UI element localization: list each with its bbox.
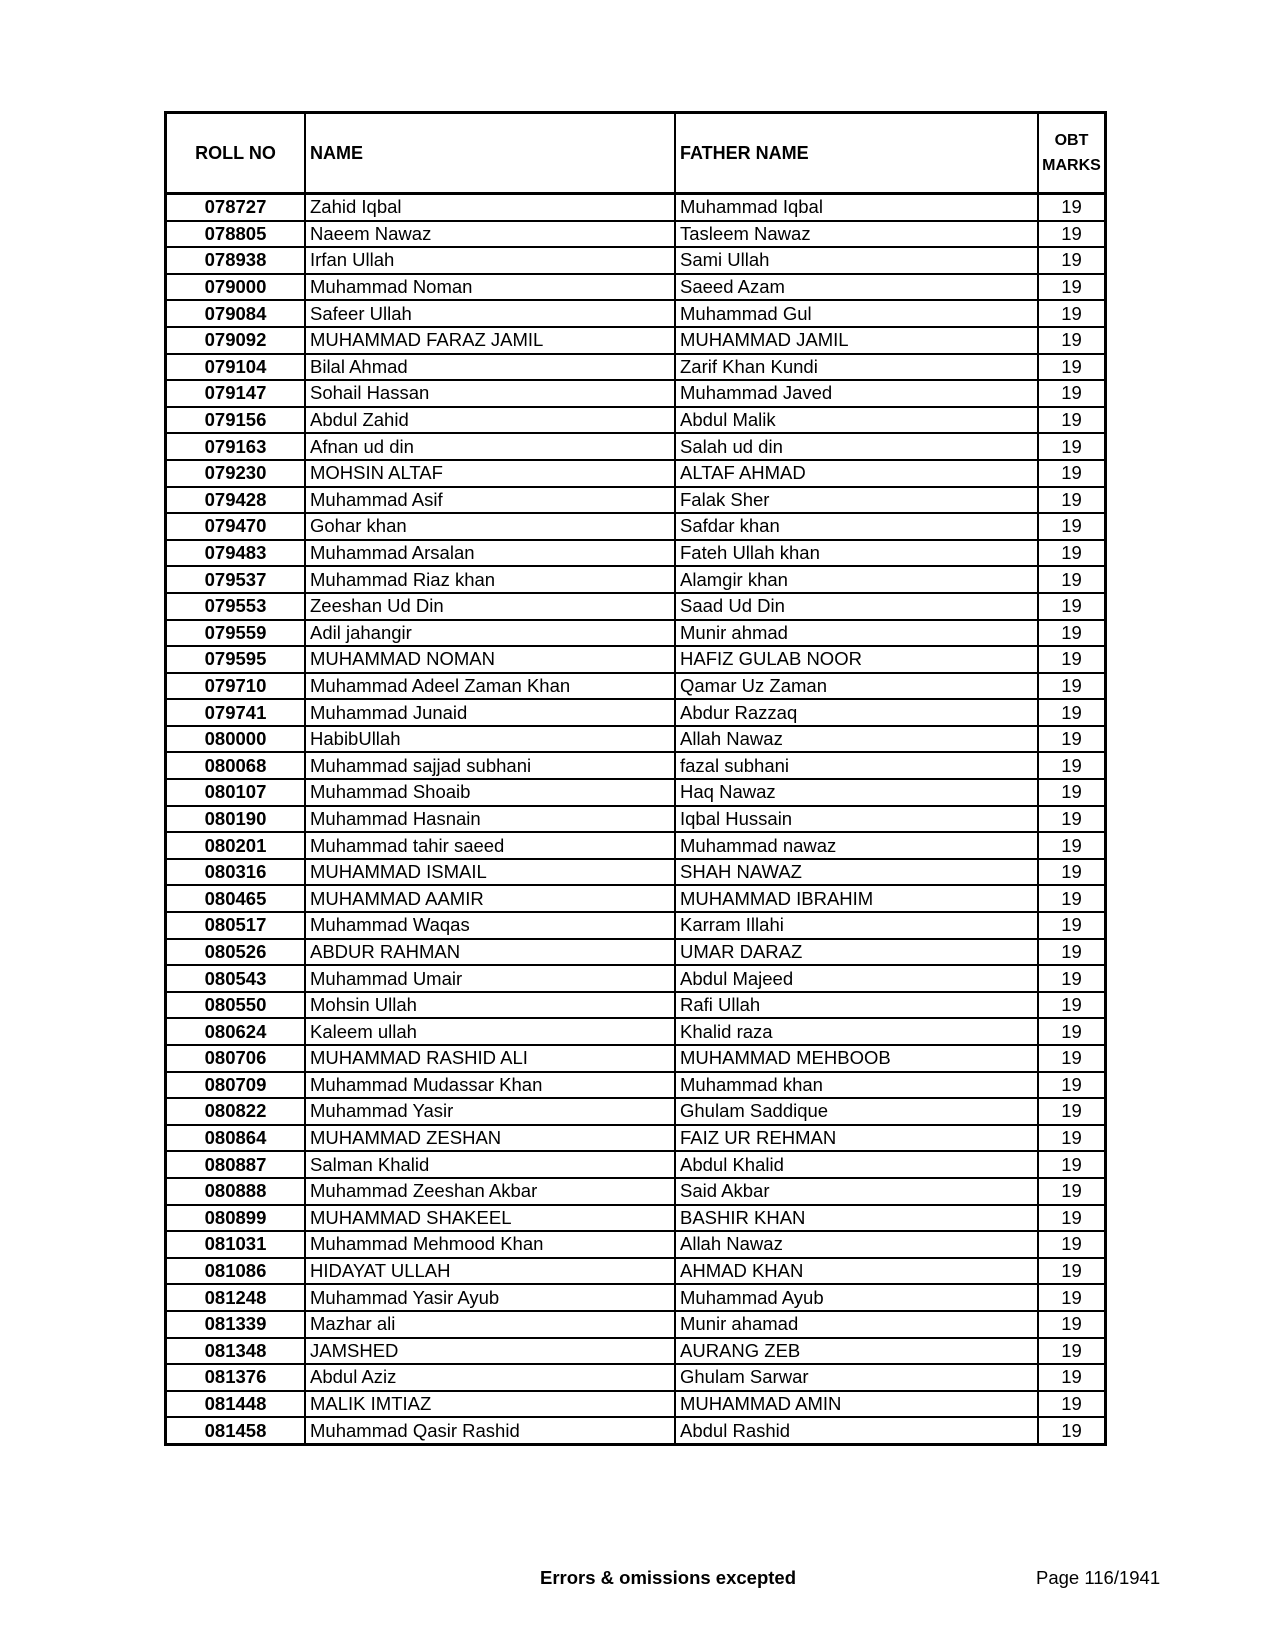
- cell-father-name: Allah Nawaz: [675, 726, 1038, 753]
- cell-name: Muhammad Umair: [305, 965, 675, 992]
- cell-roll-no: 081086: [167, 1258, 305, 1285]
- cell-obt-marks: 19: [1038, 726, 1104, 753]
- cell-obt-marks: 19: [1038, 1417, 1104, 1443]
- cell-obt-marks: 19: [1038, 433, 1104, 460]
- table-row: [167, 1258, 1104, 1285]
- cell-obt-marks: 19: [1038, 1098, 1104, 1125]
- table-row: [167, 1364, 1104, 1391]
- cell-name: Muhammad Junaid: [305, 699, 675, 726]
- cell-father-name: AHMAD KHAN: [675, 1258, 1038, 1285]
- cell-name: Mohsin Ullah: [305, 992, 675, 1019]
- table-row: [167, 433, 1104, 460]
- cell-name: Muhammad Riaz khan: [305, 566, 675, 593]
- cell-roll-no: 080107: [167, 779, 305, 806]
- cell-name: Muhammad Qasir Rashid: [305, 1417, 675, 1443]
- cell-father-name: Said Akbar: [675, 1178, 1038, 1205]
- cell-name: Muhammad Adeel Zaman Khan: [305, 673, 675, 700]
- cell-roll-no: 079595: [167, 646, 305, 673]
- cell-father-name: SHAH NAWAZ: [675, 859, 1038, 886]
- cell-obt-marks: 19: [1038, 221, 1104, 248]
- cell-name: Salman Khalid: [305, 1151, 675, 1178]
- cell-roll-no: 081339: [167, 1311, 305, 1338]
- cell-father-name: Zarif Khan Kundi: [675, 354, 1038, 381]
- cell-roll-no: 081448: [167, 1391, 305, 1418]
- table-row: [167, 380, 1104, 407]
- table-row: [167, 752, 1104, 779]
- cell-obt-marks: 19: [1038, 487, 1104, 514]
- cell-name: MUHAMMAD AAMIR: [305, 885, 675, 912]
- cell-roll-no: 079000: [167, 274, 305, 301]
- table-row: [167, 1417, 1104, 1443]
- cell-father-name: Muhammad Javed: [675, 380, 1038, 407]
- cell-roll-no: 079710: [167, 673, 305, 700]
- cell-name: Muhammad sajjad subhani: [305, 752, 675, 779]
- cell-roll-no: 080543: [167, 965, 305, 992]
- table-row: [167, 540, 1104, 567]
- table-body: [167, 194, 1104, 1443]
- cell-father-name: Ghulam Saddique: [675, 1098, 1038, 1125]
- cell-name: HIDAYAT ULLAH: [305, 1258, 675, 1285]
- cell-name: Abdul Aziz: [305, 1364, 675, 1391]
- table-row: [167, 806, 1104, 833]
- cell-obt-marks: 19: [1038, 540, 1104, 567]
- table-row: [167, 1125, 1104, 1152]
- cell-name: Muhammad tahir saeed: [305, 832, 675, 859]
- cell-name: Muhammad Mudassar Khan: [305, 1072, 675, 1099]
- cell-obt-marks: 19: [1038, 673, 1104, 700]
- cell-father-name: Haq Nawaz: [675, 779, 1038, 806]
- cell-father-name: Munir ahmad: [675, 620, 1038, 647]
- table-row: [167, 726, 1104, 753]
- cell-name: Sohail Hassan: [305, 380, 675, 407]
- cell-name: Muhammad Noman: [305, 274, 675, 301]
- table-row: [167, 1231, 1104, 1258]
- table-row: [167, 1391, 1104, 1418]
- table-row: [167, 1311, 1104, 1338]
- cell-roll-no: 079092: [167, 327, 305, 354]
- cell-name: Gohar khan: [305, 513, 675, 540]
- cell-father-name: Abdur Razzaq: [675, 699, 1038, 726]
- cell-name: Muhammad Zeeshan Akbar: [305, 1178, 675, 1205]
- cell-obt-marks: 19: [1038, 1338, 1104, 1365]
- cell-roll-no: 080190: [167, 806, 305, 833]
- cell-name: MOHSIN ALTAF: [305, 460, 675, 487]
- table-row: [167, 1178, 1104, 1205]
- cell-roll-no: 080709: [167, 1072, 305, 1099]
- table-row: [167, 965, 1104, 992]
- cell-father-name: Saeed Azam: [675, 274, 1038, 301]
- cell-father-name: BASHIR KHAN: [675, 1205, 1038, 1232]
- cell-father-name: Muhammad nawaz: [675, 832, 1038, 859]
- table-row: [167, 1338, 1104, 1365]
- cell-name: MUHAMMAD NOMAN: [305, 646, 675, 673]
- cell-name: Muhammad Waqas: [305, 912, 675, 939]
- cell-name: Afnan ud din: [305, 433, 675, 460]
- cell-roll-no: 080887: [167, 1151, 305, 1178]
- cell-obt-marks: 19: [1038, 1205, 1104, 1232]
- header-obt-marks-line1: OBT: [1054, 132, 1089, 149]
- cell-father-name: Sami Ullah: [675, 247, 1038, 274]
- table-row: [167, 327, 1104, 354]
- cell-obt-marks: 19: [1038, 699, 1104, 726]
- cell-roll-no: 078727: [167, 194, 305, 221]
- cell-roll-no: 080068: [167, 752, 305, 779]
- cell-father-name: AURANG ZEB: [675, 1338, 1038, 1365]
- cell-father-name: Ghulam Sarwar: [675, 1364, 1038, 1391]
- cell-roll-no: 080000: [167, 726, 305, 753]
- cell-obt-marks: 19: [1038, 460, 1104, 487]
- cell-name: Muhammad Mehmood Khan: [305, 1231, 675, 1258]
- cell-roll-no: 080822: [167, 1098, 305, 1125]
- cell-obt-marks: 19: [1038, 354, 1104, 381]
- cell-obt-marks: 19: [1038, 300, 1104, 327]
- cell-father-name: Khalid raza: [675, 1018, 1038, 1045]
- header-obt-marks-line2: MARKS: [1042, 157, 1101, 174]
- table-row: [167, 620, 1104, 647]
- cell-father-name: Munir ahamad: [675, 1311, 1038, 1338]
- cell-father-name: Allah Nawaz: [675, 1231, 1038, 1258]
- header-roll-no: ROLL NO: [167, 114, 305, 194]
- cell-father-name: MUHAMMAD AMIN: [675, 1391, 1038, 1418]
- cell-obt-marks: 19: [1038, 1178, 1104, 1205]
- cell-name: ABDUR RAHMAN: [305, 939, 675, 966]
- table-row: [167, 354, 1104, 381]
- table-row: [167, 673, 1104, 700]
- cell-obt-marks: 19: [1038, 1231, 1104, 1258]
- cell-obt-marks: 19: [1038, 247, 1104, 274]
- cell-roll-no: 079483: [167, 540, 305, 567]
- table-row: [167, 300, 1104, 327]
- cell-name: MUHAMMAD FARAZ JAMIL: [305, 327, 675, 354]
- cell-roll-no: 079084: [167, 300, 305, 327]
- cell-roll-no: 079537: [167, 566, 305, 593]
- cell-name: HabibUllah: [305, 726, 675, 753]
- cell-roll-no: 080864: [167, 1125, 305, 1152]
- cell-obt-marks: 19: [1038, 1018, 1104, 1045]
- cell-roll-no: 080899: [167, 1205, 305, 1232]
- table-row: [167, 593, 1104, 620]
- table-row: [167, 1205, 1104, 1232]
- cell-father-name: Muhammad khan: [675, 1072, 1038, 1099]
- cell-name: MUHAMMAD SHAKEEL: [305, 1205, 675, 1232]
- cell-obt-marks: 19: [1038, 965, 1104, 992]
- cell-father-name: MUHAMMAD JAMIL: [675, 327, 1038, 354]
- cell-obt-marks: 19: [1038, 407, 1104, 434]
- table-row: [167, 274, 1104, 301]
- table-row: [167, 912, 1104, 939]
- cell-father-name: Iqbal Hussain: [675, 806, 1038, 833]
- cell-father-name: Rafi Ullah: [675, 992, 1038, 1019]
- header-obt-marks: [1038, 114, 1104, 194]
- cell-father-name: ALTAF AHMAD: [675, 460, 1038, 487]
- cell-obt-marks: 19: [1038, 1151, 1104, 1178]
- cell-roll-no: 079163: [167, 433, 305, 460]
- cell-father-name: Saad Ud Din: [675, 593, 1038, 620]
- cell-obt-marks: 19: [1038, 806, 1104, 833]
- cell-roll-no: 080624: [167, 1018, 305, 1045]
- table-row: [167, 832, 1104, 859]
- cell-obt-marks: 19: [1038, 885, 1104, 912]
- cell-obt-marks: 19: [1038, 1364, 1104, 1391]
- cell-roll-no: 079104: [167, 354, 305, 381]
- cell-obt-marks: 19: [1038, 1391, 1104, 1418]
- cell-name: MUHAMMAD ZESHAN: [305, 1125, 675, 1152]
- cell-father-name: Alamgir khan: [675, 566, 1038, 593]
- cell-obt-marks: 19: [1038, 859, 1104, 886]
- cell-roll-no: 080517: [167, 912, 305, 939]
- cell-obt-marks: 19: [1038, 992, 1104, 1019]
- cell-roll-no: 079230: [167, 460, 305, 487]
- table-header-row: [167, 114, 1104, 194]
- cell-father-name: Abdul Majeed: [675, 965, 1038, 992]
- table-row: [167, 939, 1104, 966]
- cell-father-name: Karram Illahi: [675, 912, 1038, 939]
- table-row: [167, 247, 1104, 274]
- table-row: [167, 487, 1104, 514]
- cell-name: Naeem Nawaz: [305, 221, 675, 248]
- table-row: [167, 1151, 1104, 1178]
- cell-name: Mazhar ali: [305, 1311, 675, 1338]
- cell-father-name: Muhammad Ayub: [675, 1284, 1038, 1311]
- cell-name: Safeer Ullah: [305, 300, 675, 327]
- cell-obt-marks: 19: [1038, 566, 1104, 593]
- cell-roll-no: 078805: [167, 221, 305, 248]
- cell-obt-marks: 19: [1038, 1284, 1104, 1311]
- cell-name: Muhammad Arsalan: [305, 540, 675, 567]
- footer-disclaimer: Errors & omissions excepted: [540, 1567, 797, 1588]
- cell-roll-no: 079156: [167, 407, 305, 434]
- cell-obt-marks: 19: [1038, 194, 1104, 221]
- cell-roll-no: 080550: [167, 992, 305, 1019]
- table-row: [167, 859, 1104, 886]
- cell-roll-no: 080201: [167, 832, 305, 859]
- cell-obt-marks: 19: [1038, 1125, 1104, 1152]
- cell-name: Abdul Zahid: [305, 407, 675, 434]
- table-row: [167, 992, 1104, 1019]
- table-row: [167, 779, 1104, 806]
- cell-roll-no: 080888: [167, 1178, 305, 1205]
- cell-name: Bilal Ahmad: [305, 354, 675, 381]
- cell-obt-marks: 19: [1038, 832, 1104, 859]
- cell-name: Muhammad Hasnain: [305, 806, 675, 833]
- cell-name: Kaleem ullah: [305, 1018, 675, 1045]
- cell-roll-no: 079147: [167, 380, 305, 407]
- cell-roll-no: 081348: [167, 1338, 305, 1365]
- table-row: [167, 513, 1104, 540]
- cell-roll-no: 078938: [167, 247, 305, 274]
- cell-name: MALIK IMTIAZ: [305, 1391, 675, 1418]
- cell-father-name: Salah ud din: [675, 433, 1038, 460]
- cell-obt-marks: 19: [1038, 380, 1104, 407]
- cell-name: Zeeshan Ud Din: [305, 593, 675, 620]
- cell-name: Irfan Ullah: [305, 247, 675, 274]
- cell-father-name: Tasleem Nawaz: [675, 221, 1038, 248]
- cell-roll-no: 079741: [167, 699, 305, 726]
- table-row: [167, 1284, 1104, 1311]
- cell-father-name: Abdul Khalid: [675, 1151, 1038, 1178]
- cell-father-name: Abdul Rashid: [675, 1417, 1038, 1443]
- cell-obt-marks: 19: [1038, 779, 1104, 806]
- table-row: [167, 194, 1104, 221]
- table-row: [167, 699, 1104, 726]
- cell-obt-marks: 19: [1038, 752, 1104, 779]
- table-row: [167, 1045, 1104, 1072]
- cell-roll-no: 079559: [167, 620, 305, 647]
- cell-name: Adil jahangir: [305, 620, 675, 647]
- cell-roll-no: 080316: [167, 859, 305, 886]
- cell-roll-no: 080465: [167, 885, 305, 912]
- cell-obt-marks: 19: [1038, 1045, 1104, 1072]
- cell-obt-marks: 19: [1038, 513, 1104, 540]
- table-row: [167, 221, 1104, 248]
- cell-father-name: Fateh Ullah khan: [675, 540, 1038, 567]
- cell-obt-marks: 19: [1038, 327, 1104, 354]
- cell-obt-marks: 19: [1038, 1311, 1104, 1338]
- cell-father-name: Qamar Uz Zaman: [675, 673, 1038, 700]
- cell-father-name: Muhammad Iqbal: [675, 194, 1038, 221]
- table-row: [167, 1098, 1104, 1125]
- table-row: [167, 407, 1104, 434]
- cell-father-name: MUHAMMAD MEHBOOB: [675, 1045, 1038, 1072]
- cell-father-name: HAFIZ GULAB NOOR: [675, 646, 1038, 673]
- results-table-container: [164, 111, 1107, 1446]
- cell-roll-no: 079470: [167, 513, 305, 540]
- cell-obt-marks: 19: [1038, 593, 1104, 620]
- cell-name: Muhammad Yasir Ayub: [305, 1284, 675, 1311]
- cell-roll-no: 080706: [167, 1045, 305, 1072]
- cell-roll-no: 079553: [167, 593, 305, 620]
- table-row: [167, 1018, 1104, 1045]
- cell-name: Zahid Iqbal: [305, 194, 675, 221]
- cell-obt-marks: 19: [1038, 1258, 1104, 1285]
- cell-father-name: Safdar khan: [675, 513, 1038, 540]
- header-name: NAME: [305, 114, 675, 194]
- cell-roll-no: 081458: [167, 1417, 305, 1443]
- cell-obt-marks: 19: [1038, 274, 1104, 301]
- cell-roll-no: 079428: [167, 487, 305, 514]
- table-row: [167, 646, 1104, 673]
- results-table: [167, 114, 1104, 1443]
- cell-father-name: Muhammad Gul: [675, 300, 1038, 327]
- cell-name: JAMSHED: [305, 1338, 675, 1365]
- cell-father-name: fazal subhani: [675, 752, 1038, 779]
- cell-roll-no: 081031: [167, 1231, 305, 1258]
- table-row: [167, 566, 1104, 593]
- cell-father-name: FAIZ UR REHMAN: [675, 1125, 1038, 1152]
- cell-father-name: Falak Sher: [675, 487, 1038, 514]
- cell-roll-no: 081248: [167, 1284, 305, 1311]
- cell-name: MUHAMMAD ISMAIL: [305, 859, 675, 886]
- cell-obt-marks: 19: [1038, 620, 1104, 647]
- cell-father-name: UMAR DARAZ: [675, 939, 1038, 966]
- table-row: [167, 1072, 1104, 1099]
- page-number: Page 116/1941: [1036, 1567, 1161, 1588]
- cell-obt-marks: 19: [1038, 939, 1104, 966]
- cell-roll-no: 080526: [167, 939, 305, 966]
- cell-name: Muhammad Yasir: [305, 1098, 675, 1125]
- header-father-name: FATHER NAME: [675, 114, 1038, 194]
- cell-name: Muhammad Shoaib: [305, 779, 675, 806]
- cell-father-name: Abdul Malik: [675, 407, 1038, 434]
- cell-obt-marks: 19: [1038, 912, 1104, 939]
- table-row: [167, 885, 1104, 912]
- cell-roll-no: 081376: [167, 1364, 305, 1391]
- cell-obt-marks: 19: [1038, 646, 1104, 673]
- cell-name: MUHAMMAD RASHID ALI: [305, 1045, 675, 1072]
- table-row: [167, 460, 1104, 487]
- cell-name: Muhammad Asif: [305, 487, 675, 514]
- cell-obt-marks: 19: [1038, 1072, 1104, 1099]
- cell-father-name: MUHAMMAD IBRAHIM: [675, 885, 1038, 912]
